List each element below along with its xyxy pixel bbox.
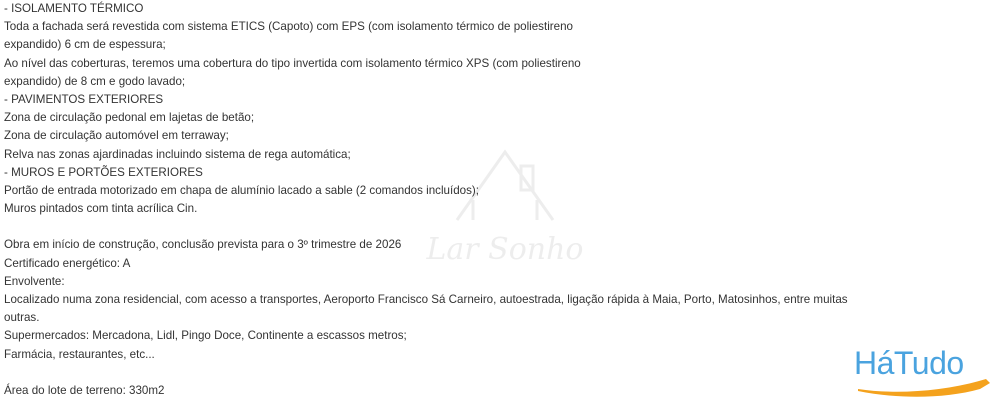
blank-line bbox=[4, 218, 964, 236]
description-line: Área do lote de terreno: 330m2 bbox=[4, 383, 165, 397]
description-line: Muros pintados com tinta acrílica Cin. bbox=[4, 202, 198, 216]
description-line: Ao nível das coberturas, teremos uma cobertura do tipo invertida com isolamento térmico XPS (com poliestireno bbox=[4, 56, 581, 70]
logo-text: HáTudo bbox=[854, 345, 964, 381]
description-line: Envolvente: bbox=[4, 274, 65, 288]
logo-swoosh-icon bbox=[852, 345, 994, 401]
description-line: - ISOLAMENTO TÉRMICO bbox=[4, 2, 144, 15]
description-line: - PAVIMENTOS EXTERIORES bbox=[4, 92, 164, 106]
description-line: Localizado numa zona residencial, com acesso a transportes, Aeroporto Francisco Sá Carneiro, autoestrada, ligação rápida à Maia, Porto, Matosinhos, entre muitas bbox=[4, 293, 848, 306]
description-line: outras. bbox=[4, 311, 40, 325]
property-description bbox=[4, 0, 964, 400]
hatudo-logo bbox=[852, 345, 994, 401]
description-line: Relva nas zonas ajardinadas incluindo sistema de rega automática; bbox=[4, 147, 351, 161]
description-line: expandido) 6 cm de espessura; bbox=[4, 38, 166, 52]
description-line: Zona de circulação pedonal em lajetas de betão; bbox=[4, 111, 255, 125]
description-line: Farmácia, restaurantes, etc... bbox=[4, 347, 155, 361]
watermark-text: Lar Sonho bbox=[426, 232, 584, 267]
blank-line bbox=[4, 364, 964, 382]
description-line: Portão de entrada motorizado em chapa de alumínio lacado a sable (2 comandos incluídos); bbox=[4, 183, 479, 197]
description-line: Supermercados: Mercadona, Lidl, Pingo Doce, Continente a escassos metros; bbox=[4, 329, 407, 343]
description-line: Zona de circulação automóvel em terraway; bbox=[4, 129, 229, 143]
description-line: - MUROS E PORTÕES EXTERIORES bbox=[4, 165, 203, 179]
description-line: Toda a fachada será revestida com sistema ETICS (Capoto) com EPS (com isolamento térmico de poliestireno bbox=[4, 20, 573, 34]
description-line: expandido) de 8 cm e godo lavado; bbox=[4, 74, 186, 88]
description-line: Certificado energético: A bbox=[4, 256, 131, 270]
description-line: Obra em início de construção, conclusão prevista para o 3º trimestre de 2026 bbox=[4, 238, 402, 252]
